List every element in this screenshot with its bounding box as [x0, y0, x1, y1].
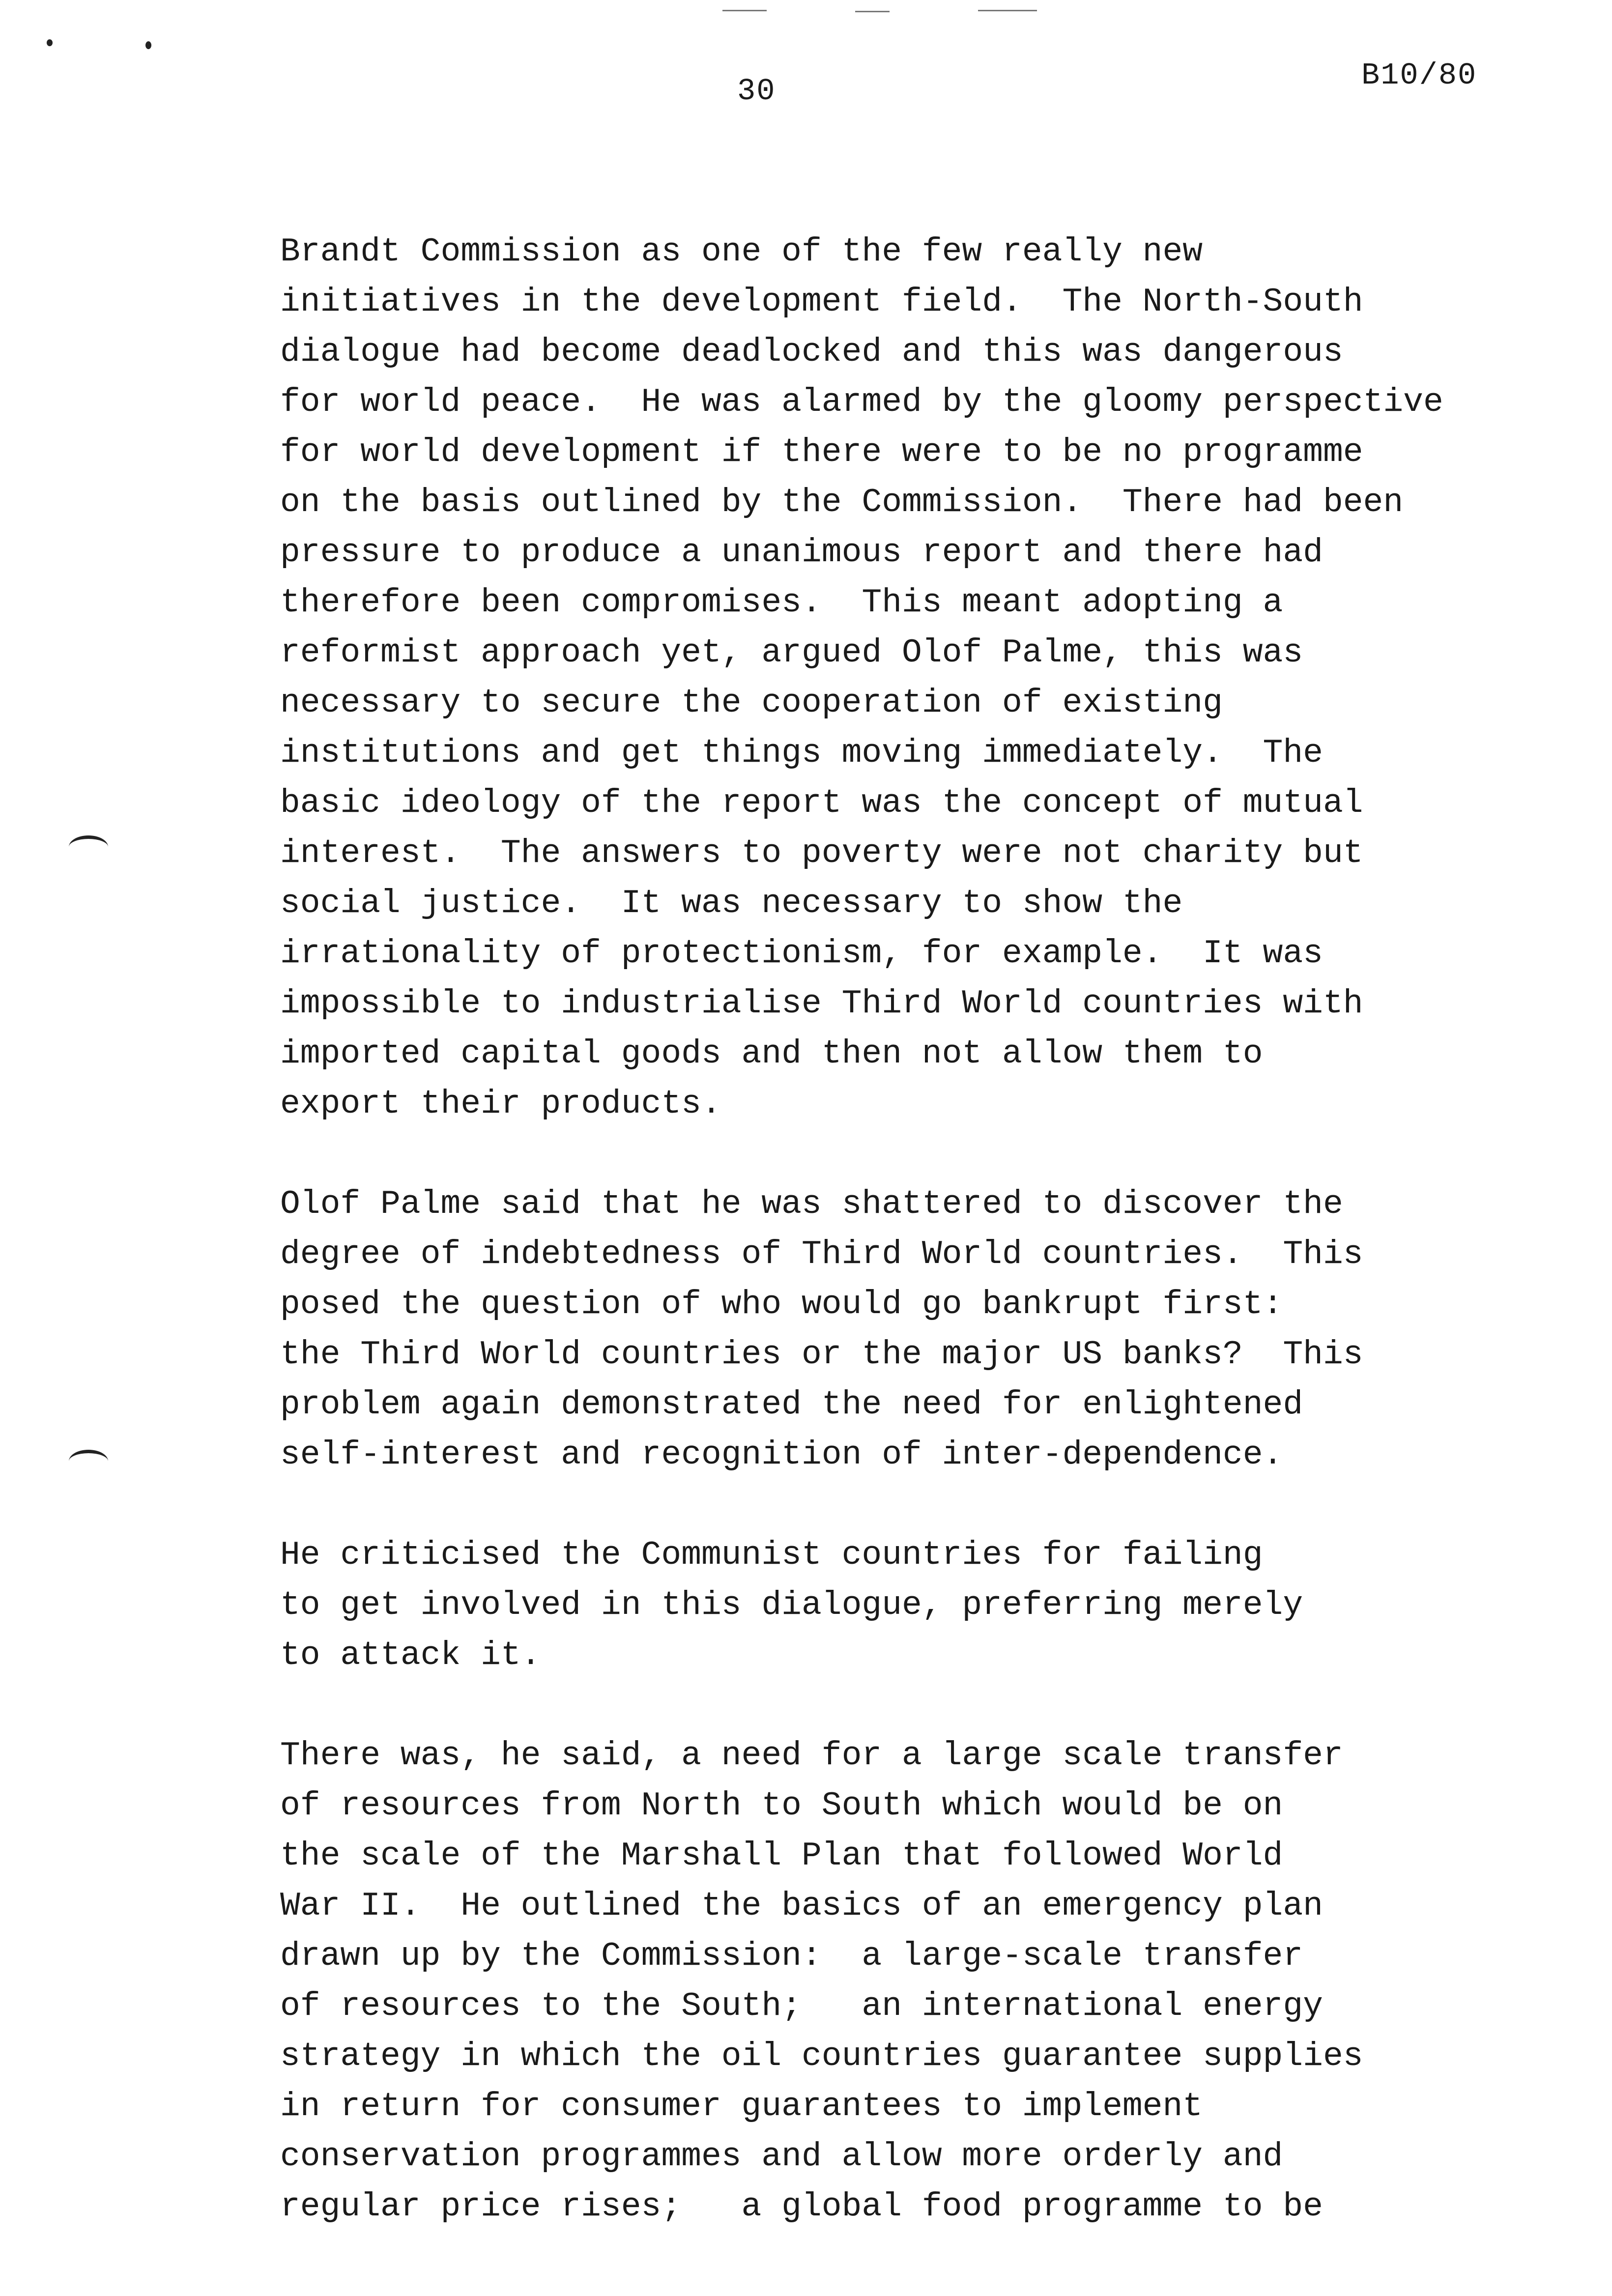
- text-line: necessary to secure the cooperation of existing: [280, 684, 1223, 722]
- text-line: drawn up by the Commission: a large-scale transfer: [280, 1937, 1303, 1975]
- text-line: degree of indebtedness of Third World countries. This: [280, 1235, 1363, 1273]
- text-line: of resources to the South; an international energy: [280, 1987, 1323, 2025]
- text-line: self-interest and recognition of inter-dependence.: [280, 1436, 1283, 1474]
- punch-hole-mark: [69, 1450, 108, 1473]
- paragraph: [280, 1179, 1538, 1480]
- text-line: strategy in which the oil countries guarantee supplies: [280, 2038, 1363, 2075]
- text-line: of resources from North to South which would be on: [280, 1787, 1283, 1825]
- punch-hole-mark: [69, 835, 108, 859]
- text-line: interest. The answers to poverty were not charity but: [280, 834, 1363, 872]
- text-line: There was, he said, a need for a large scale transfer: [280, 1737, 1343, 1775]
- text-line: in return for consumer guarantees to implement: [280, 2088, 1203, 2125]
- text-line: Olof Palme said that he was shattered to discover the: [280, 1185, 1343, 1223]
- text-line: to attack it.: [280, 1636, 541, 1674]
- text-line: basic ideology of the report was the concept of mutual: [280, 784, 1363, 822]
- scan-speck: [47, 39, 53, 46]
- document-reference: B10/80: [1361, 58, 1477, 93]
- text-line: irrationality of protectionism, for example. It was: [280, 935, 1323, 973]
- text-line: initiatives in the development field. The North-South: [280, 283, 1363, 321]
- text-line: for world peace. He was alarmed by the gloomy perspective: [280, 383, 1443, 421]
- paragraph-gap: [280, 1480, 1538, 1530]
- paragraph-gap: [280, 1681, 1538, 1731]
- text-line: imported capital goods and then not allow them to: [280, 1035, 1263, 1073]
- scan-artifact-line: [722, 10, 767, 11]
- scan-speck: [145, 41, 151, 49]
- text-line: social justice. It was necessary to show the: [280, 885, 1183, 922]
- text-line: posed the question of who would go bankrupt first:: [280, 1286, 1283, 1323]
- text-line: problem again demonstrated the need for enlightened: [280, 1386, 1303, 1424]
- page-number: 30: [737, 74, 776, 109]
- text-line: the Third World countries or the major US banks? This: [280, 1336, 1363, 1374]
- paragraph: [280, 1731, 1538, 2232]
- text-line: pressure to produce a unanimous report and there had: [280, 534, 1323, 572]
- text-line: War II. He outlined the basics of an emergency plan: [280, 1887, 1323, 1925]
- text-line: institutions and get things moving immediately. The: [280, 734, 1323, 772]
- scan-artifact-line: [978, 10, 1037, 11]
- text-line: impossible to industrialise Third World countries with: [280, 985, 1363, 1023]
- paragraph: [280, 227, 1538, 1129]
- body-text: [280, 227, 1538, 2232]
- text-line: on the basis outlined by the Commission. There had been: [280, 484, 1404, 521]
- text-line: to get involved in this dialogue, preferring merely: [280, 1586, 1303, 1624]
- text-line: dialogue had become deadlocked and this was dangerous: [280, 333, 1343, 371]
- text-line: conservation programmes and allow more orderly and: [280, 2138, 1283, 2176]
- text-line: regular price rises; a global food programme to be: [280, 2188, 1323, 2226]
- text-line: export their products.: [280, 1085, 721, 1123]
- text-line: He criticised the Communist countries for failing: [280, 1536, 1263, 1574]
- paragraph-gap: [280, 1129, 1538, 1179]
- scan-artifact-line: [855, 11, 890, 12]
- text-line: for world development if there were to be no programme: [280, 433, 1363, 471]
- text-line: the scale of the Marshall Plan that followed World: [280, 1837, 1283, 1875]
- text-line: therefore been compromises. This meant adopting a: [280, 584, 1283, 622]
- paragraph: [280, 1530, 1538, 1681]
- text-line: reformist approach yet, argued Olof Palme, this was: [280, 634, 1303, 672]
- text-line: Brandt Commission as one of the few really new: [280, 233, 1203, 271]
